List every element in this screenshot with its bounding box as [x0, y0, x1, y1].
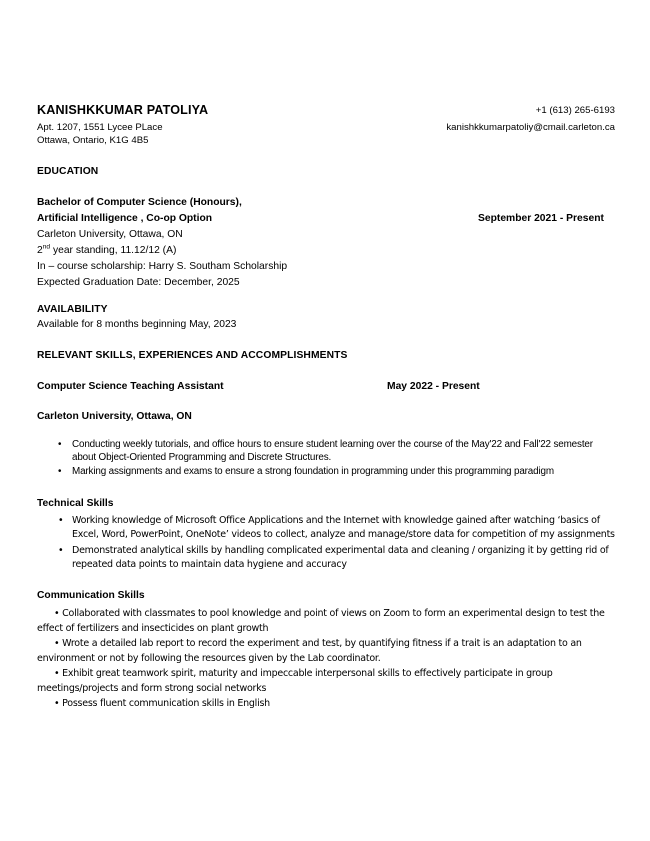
education-standing [37, 243, 615, 259]
experience-title-row [37, 379, 615, 395]
bullet-icon: • [54, 697, 60, 709]
list-item [37, 666, 615, 696]
bullet-icon: • [54, 637, 60, 649]
bullet-text: Collaborated with classmates to pool knowledge and point of views on Zoom to form an experimental design to test the effect of fertilizers and insecticides on plant growth [37, 607, 605, 634]
education-scholarship: In – course scholarship: Harry S. Southam Scholarship [37, 261, 288, 272]
communication-skills-bullet-list [37, 606, 615, 711]
education-graduation-date: Expected Graduation Date: December, 2025 [37, 277, 240, 288]
bullet-text: Wrote a detailed lab report to record the experiment and test, by quantifying fitness if a trait is an adaptation to an environment or not by following the resources given by the Lab coordinator. [37, 637, 582, 664]
degree-line-1: Bachelor of Computer Science (Honours), [37, 197, 242, 208]
bullet-text: Exhibit great teamwork spirit, maturity and impeccable interpersonal skills to effectively participate in group meetings/projects and form strong social networks [37, 667, 553, 694]
experience-job-title: Computer Science Teaching Assistant [37, 381, 224, 392]
experience-employer: Carleton University, Ottawa, ON [37, 411, 192, 422]
section-heading-education: EDUCATION [37, 166, 99, 177]
list-item [37, 636, 615, 666]
subsection-heading-communication-skills: Communication Skills [37, 589, 145, 601]
list-item [37, 544, 615, 573]
address-line-2: Ottawa, Ontario, K1G 4B5 [37, 135, 149, 146]
candidate-name: KANISHKKUMAR PATOLIYA [37, 103, 209, 117]
standing-ordinal-suffix: nd [42, 243, 51, 251]
list-item [37, 514, 615, 543]
education-school: Carleton University, Ottawa, ON [37, 229, 183, 240]
bullet-text: Working knowledge of Microsoft Office Applications and the Internet with knowledge gained after watching ‘basics of Excel, Word, PowerPoint, OneNote’ videos to collect, analyze and manage/store data for competition of my assignments [72, 514, 615, 541]
list-item [37, 696, 615, 711]
contact-block-left [37, 103, 367, 147]
contact-block-right [446, 104, 615, 134]
bullet-icon: • [54, 607, 60, 619]
phone-number: +1 (613) 265-6193 [535, 105, 615, 116]
technical-skills-bullet-list [37, 514, 615, 573]
subsection-heading-technical-skills: Technical Skills [37, 497, 114, 509]
bullet-icon: • [58, 439, 62, 450]
section-heading-relevant-skills: RELEVANT SKILLS, EXPERIENCES AND ACCOMPLISHMENTS [37, 350, 348, 361]
resume-content [37, 103, 615, 711]
list-item [37, 606, 615, 636]
standing-detail: year standing, 11.12/12 (A) [50, 245, 177, 256]
bullet-text: Demonstrated analytical skills by handling complicated experimental data and cleaning / organizing it by getting rid of repeated data points to maintain data hygiene and accuracy [72, 544, 609, 571]
availability-text: Available for 8 months beginning May, 2023 [37, 319, 237, 330]
standing-number: 2 [37, 245, 43, 256]
bullet-text: Marking assignments and exams to ensure a strong foundation in programming under this programming paradigm [72, 466, 554, 478]
bullet-icon: • [58, 514, 64, 526]
experience-date-range: May 2022 - Present [387, 381, 480, 392]
bullet-text: Conducting weekly tutorials, and office hours to ensure student learning over the course of the May'22 and Fall'22 semester about Object-Oriented Programming and Discrete Structures. [72, 439, 593, 464]
email-address[interactable]: kanishkkumarpatoliy@cmail.carleton.ca [446, 122, 615, 133]
address-line-1: Apt. 1207, 1551 Lycee PLace [37, 122, 163, 133]
bullet-icon: • [58, 466, 62, 478]
experience-bullet-list [37, 438, 615, 479]
list-item [37, 465, 615, 478]
degree-line-2: Artificial Intelligence , Co-op Option [37, 213, 213, 224]
section-heading-availability: AVAILABILITY [37, 304, 108, 315]
education-block [37, 195, 615, 291]
list-item [37, 438, 615, 464]
resume-header [37, 103, 615, 147]
bullet-icon: • [58, 544, 64, 556]
bullet-text: Possess fluent communication skills in English [62, 697, 270, 709]
bullet-icon: • [54, 667, 60, 679]
education-date-range: September 2021 - Present [478, 213, 604, 224]
